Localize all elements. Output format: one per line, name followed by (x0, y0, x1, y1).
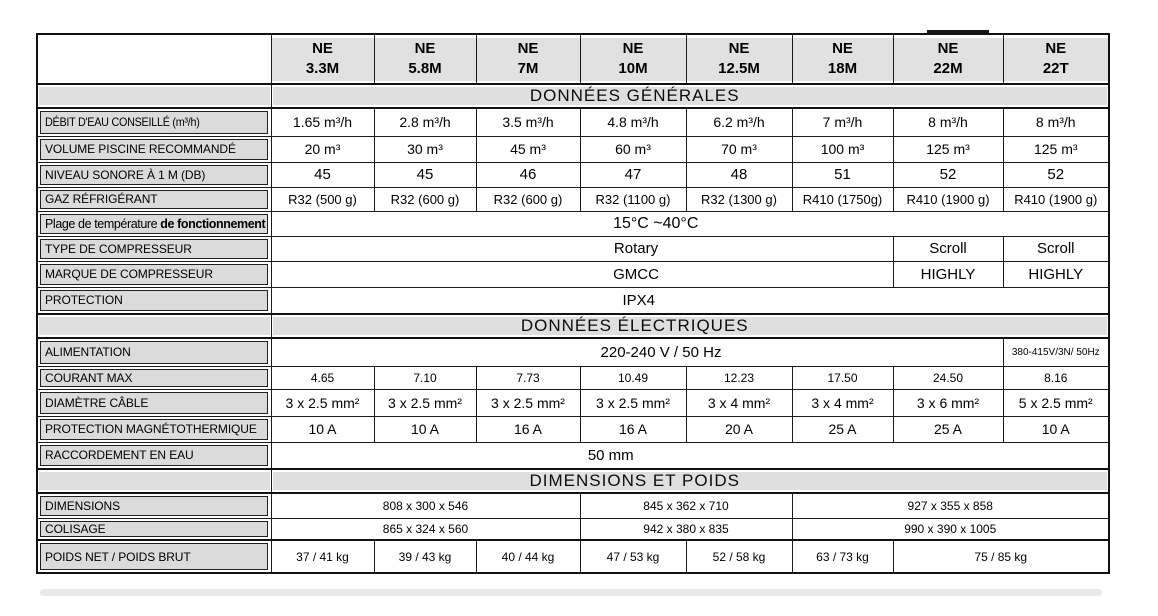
model-header-10m (580, 34, 686, 84)
magneto-value: 25 A (792, 416, 893, 442)
model-header-12-5m (686, 34, 792, 84)
model-label: 18M (827, 60, 858, 77)
brand-label: NE (1045, 40, 1067, 58)
row-label-type (37, 236, 271, 261)
brand-label: NE (312, 40, 333, 58)
section-bar (39, 87, 270, 105)
row-protection-magnetothermique (37, 416, 1109, 442)
row-label-marque (37, 261, 271, 287)
poids-value-22m-22t: 75 / 85 kg (893, 540, 1109, 573)
row-label-text-bold: de fonctionnement (160, 216, 266, 231)
model-label: 12.5M (718, 60, 760, 77)
model-header-22m (893, 34, 1003, 84)
row-label-text: RACCORDEMENT EN EAU (45, 448, 194, 463)
row-label-courant (37, 366, 271, 389)
row-label-text: Plage de température (45, 216, 161, 231)
debit-value: 1.65 m³/h (271, 108, 374, 136)
poids-value: 47 / 53 kg (580, 540, 686, 573)
section-title-dimensions (271, 469, 1109, 493)
row-niveau (37, 162, 1109, 187)
cable-value: 3 x 6 mm² (893, 389, 1003, 416)
niveau-value: 45 (271, 162, 374, 187)
row-protection (37, 287, 1109, 314)
magneto-value: 10 A (1003, 416, 1109, 442)
brand-label: NE (414, 40, 436, 58)
row-alimentation (37, 338, 1109, 366)
volume-value: 20 m³ (271, 136, 374, 162)
row-label-plage (37, 211, 271, 236)
debit-value: 3.5 m³/h (476, 108, 580, 136)
alimentation-value-main: 220-240 V / 50 Hz (271, 338, 1003, 366)
volume-value: 30 m³ (374, 136, 476, 162)
row-label-text: GAZ RÉFRIGÉRANT (45, 192, 158, 206)
magneto-value: 20 A (686, 416, 792, 442)
section-title-text: DONNÉES ÉLECTRIQUES (273, 317, 1108, 335)
spec-table (36, 33, 1110, 574)
poids-value: 39 / 43 kg (374, 540, 476, 573)
courant-value: 10.49 (580, 366, 686, 389)
model-header-7m (476, 34, 580, 84)
row-label-text: COURANT MAX (45, 370, 133, 385)
row-label-protection (37, 287, 271, 314)
row-gaz (37, 187, 1109, 211)
gaz-value: R32 (1300 g) (686, 187, 792, 211)
type-value-22m: Scroll (893, 236, 1003, 261)
volume-value: 100 m³ (792, 136, 893, 162)
row-raccordement (37, 442, 1109, 469)
section-title-electrical (271, 314, 1109, 338)
model-label: 7M (517, 60, 539, 77)
colisage-value-medium: 942 x 380 x 835 (580, 518, 792, 540)
poids-value: 63 / 73 kg (792, 540, 893, 573)
row-label-text: TYPE DE COMPRESSEUR (45, 241, 192, 256)
niveau-value: 45 (374, 162, 476, 187)
courant-value: 4.65 (271, 366, 374, 389)
gaz-value: R410 (1900 g) (1003, 187, 1109, 211)
marque-value-main: GMCC (271, 261, 893, 287)
volume-value: 45 m³ (476, 136, 580, 162)
row-label-text: PROTECTION (45, 293, 123, 308)
poids-value: 40 / 44 kg (476, 540, 580, 573)
row-label-text: DÉBIT D'EAU CONSEILLÉ (m³/h) (45, 115, 200, 130)
section-bar (39, 317, 270, 335)
colisage-value-large: 990 x 390 x 1005 (792, 518, 1109, 540)
debit-value: 6.2 m³/h (686, 108, 792, 136)
cable-value: 3 x 4 mm² (792, 389, 893, 416)
section-row-general (37, 84, 1109, 108)
marque-value-22m: HIGHLY (893, 261, 1003, 287)
courant-value: 7.73 (476, 366, 580, 389)
niveau-value: 52 (1003, 162, 1109, 187)
niveau-value: 47 (580, 162, 686, 187)
row-marque-compresseur (37, 261, 1109, 287)
volume-value: 60 m³ (580, 136, 686, 162)
row-label-magneto (37, 416, 271, 442)
cable-value: 3 x 2.5 mm² (476, 389, 580, 416)
brand-label: NE (517, 40, 539, 58)
section-row-electrical (37, 314, 1109, 338)
row-label-alimentation (37, 338, 271, 366)
model-label: 3.3M (305, 60, 340, 77)
magneto-value: 25 A (893, 416, 1003, 442)
model-label: 5.8M (408, 60, 442, 77)
section-title-text: DIMENSIONS ET POIDS (273, 472, 1108, 490)
magneto-value: 16 A (580, 416, 686, 442)
section-row-dimensions (37, 469, 1109, 493)
protection-value: IPX4 (271, 287, 1109, 314)
alimentation-value-22t: 380-415V/3N/ 50Hz (1003, 338, 1109, 366)
courant-value: 24.50 (893, 366, 1003, 389)
row-label-text: ALIMENTATION (45, 345, 131, 360)
magneto-value: 10 A (374, 416, 476, 442)
row-courant-max (37, 366, 1109, 389)
row-label-text: NIVEAU SONORE À 1 M (DB) (45, 167, 206, 182)
niveau-value: 52 (893, 162, 1003, 187)
magneto-value: 16 A (476, 416, 580, 442)
brand-label: NE (728, 40, 750, 58)
model-header-18m (792, 34, 893, 84)
poids-value: 52 / 58 kg (686, 540, 792, 573)
gaz-value: R32 (600 g) (374, 187, 476, 211)
dimensions-value-medium: 845 x 362 x 710 (580, 493, 792, 518)
niveau-value: 46 (476, 162, 580, 187)
niveau-value: 51 (792, 162, 893, 187)
row-type-compresseur (37, 236, 1109, 261)
cable-value: 5 x 2.5 mm² (1003, 389, 1109, 416)
cable-value: 3 x 2.5 mm² (580, 389, 686, 416)
row-plage-temperature (37, 211, 1109, 236)
debit-value: 7 m³/h (792, 108, 893, 136)
row-label-text: POIDS NET / POIDS BRUT (45, 549, 191, 564)
section-bar-spacer (37, 314, 271, 338)
row-diametre-cable (37, 389, 1109, 416)
debit-value: 4.8 m³/h (580, 108, 686, 136)
scan-shadow (40, 589, 1102, 596)
debit-value: 8 m³/h (1003, 108, 1109, 136)
row-label-colisage (37, 518, 271, 540)
courant-value: 7.10 (374, 366, 476, 389)
cable-value: 3 x 2.5 mm² (374, 389, 476, 416)
corner-cell (37, 34, 271, 84)
courant-value: 17.50 (792, 366, 893, 389)
section-bar-spacer (37, 469, 271, 493)
row-poids (37, 540, 1109, 573)
model-label: 22T (1042, 60, 1069, 77)
row-label-debit (37, 108, 271, 136)
volume-value: 125 m³ (1003, 136, 1109, 162)
section-title-text: DONNÉES GÉNÉRALES (273, 87, 1108, 105)
row-label-dimensions (37, 493, 271, 518)
raccordement-value: 50 mm (271, 442, 1109, 469)
brand-label: NE (622, 40, 644, 58)
magneto-value: 10 A (271, 416, 374, 442)
marque-value-22t: HIGHLY (1003, 261, 1109, 287)
model-header-22t (1003, 34, 1109, 84)
section-title-general (271, 84, 1109, 108)
colisage-value-small: 865 x 324 x 560 (271, 518, 580, 540)
gaz-value: R32 (1100 g) (580, 187, 686, 211)
volume-value: 70 m³ (686, 136, 792, 162)
row-label-text: VOLUME PISCINE RECOMMANDÉ (45, 142, 236, 156)
model-header-5-8m (374, 34, 476, 84)
dimensions-value-small: 808 x 300 x 546 (271, 493, 580, 518)
row-label-text: PROTECTION MAGNÉTOTHERMIQUE (45, 422, 257, 436)
row-label-gaz (37, 187, 271, 211)
debit-value: 2.8 m³/h (374, 108, 476, 136)
row-dimensions (37, 493, 1109, 518)
brand-label: NE (937, 40, 959, 58)
brand-label: NE (832, 40, 853, 58)
niveau-value: 48 (686, 162, 792, 187)
section-bar (39, 472, 270, 490)
courant-value: 12.23 (686, 366, 792, 389)
model-label: 22M (933, 60, 963, 77)
row-label-volume (37, 136, 271, 162)
gaz-value: R410 (1900 g) (893, 187, 1003, 211)
row-label-text: COLISAGE (45, 521, 106, 536)
poids-value: 37 / 41 kg (271, 540, 374, 573)
section-bar-spacer (37, 84, 271, 108)
row-label-text: DIMENSIONS (45, 498, 121, 513)
type-value-main: Rotary (271, 236, 893, 261)
gaz-value: R32 (600 g) (476, 187, 580, 211)
spec-table-container (36, 33, 1110, 574)
row-label-text: DIAMÈTRE CÂBLE (45, 395, 149, 410)
row-label-raccordement (37, 442, 271, 469)
cable-value: 3 x 2.5 mm² (271, 389, 374, 416)
gaz-value: R32 (500 g) (271, 187, 374, 211)
model-header-3-3m (271, 34, 374, 84)
row-debit (37, 108, 1109, 136)
courant-value: 8.16 (1003, 366, 1109, 389)
model-label: 10M (618, 60, 648, 77)
plage-value: 15°C ~40°C (271, 211, 1109, 236)
row-colisage (37, 518, 1109, 540)
type-value-22t: Scroll (1003, 236, 1109, 261)
cable-value: 3 x 4 mm² (686, 389, 792, 416)
model-header-row (37, 34, 1109, 84)
row-label-text: MARQUE DE COMPRESSEUR (45, 267, 213, 281)
gaz-value: R410 (1750g) (792, 187, 893, 211)
dimensions-value-large: 927 x 355 x 858 (792, 493, 1109, 518)
debit-value: 8 m³/h (893, 108, 1003, 136)
row-label-cable (37, 389, 271, 416)
row-volume (37, 136, 1109, 162)
row-label-niveau (37, 162, 271, 187)
row-label-poids (37, 540, 271, 573)
volume-value: 125 m³ (893, 136, 1003, 162)
